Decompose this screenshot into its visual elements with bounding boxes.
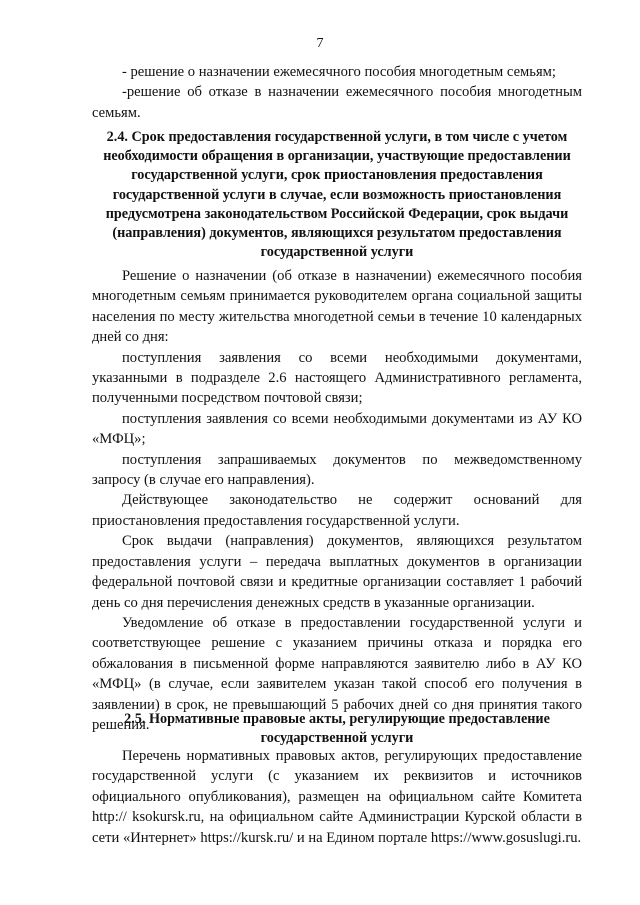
section-2-5-heading-text: 2.5. Нормативные правовые акты, регулирующие предоставление государственной услуги [124,711,550,747]
section-2-4-paragraph-4: поступления запрашиваемых документов по межведомственному запросу (в случае его направления). [92,451,582,489]
section-2-4-paragraph-7: Уведомление об отказе в предоставлении государственной услуги и соответствующее решение с указанием причины отказа и порядка его обжалования в письменной форме направляются заявителю либо в АУ КО «МФЦ» (в случае, если заявителем указан такой способ его получения в заявлении) в срок, не превышающий 5 рабочих дней со дня принятия такого решения. [92,614,582,733]
section-2-4-paragraph-2: поступления заявления со всеми необходимыми документами, указанными в подразделе 2.6 настоящего Административного регламента, полученными посредством почтовой связи; [92,349,582,407]
section-2-4-heading [92,128,582,262]
page-number: 7 [316,36,324,51]
section-2-4-paragraph-5: Действующее законодательство не содержит оснований для приостановления предоставления государственной услуги. [92,492,582,529]
intro-line-2: -решение об отказе в назначении ежемесячного пособия многодетным семьям. [92,84,582,121]
section-2-5-paragraph: Перечень нормативных правовых актов, регулирующих предоставление государственной услуги (с указанием их реквизитов и источников официального опубликования), размещен на официальном сайте Комитета http:// ksokursk.ru, на официальном сайте Администрации Курской области в сети «Интернет» https://kursk.ru/ и на Едином портале https://www.gosuslugi.ru. [92,748,582,846]
section-2-5-body [92,746,582,848]
section-2-4-paragraph-6: Срок выдачи (направления) документов, являющихся результатом предоставления услуги – передача выплатных документов в организации федеральной почтовой связи и кредитные организации составляет 1 рабочий день со дня перечисления денежных средств в указанные организации. [92,533,582,611]
section-2-4-paragraph-1: Решение о назначении (об отказе в назначении) ежемесячного пособия многодетным семьям принимается руководителем органа социальной защиты населения по месту жительства многодетной семьи в течение 10 календарных дней со дня: [92,268,582,346]
intro-block [92,62,582,123]
section-2-4-body [92,266,582,735]
intro-line-1: - решение о назначении ежемесячного пособия многодетным семьям; [122,64,556,80]
section-2-5-heading [92,710,582,748]
section-2-4-heading-text: 2.4. Срок предоставления государственной услуги, в том числе с учетом необходимости обращения в организации, участвующие предоставлении государственной услуги, срок приостановления предоставления государственной услуги в случае, если возможность приостановления предусмотрена законодательством Российской Федерации, срок выдачи (направления) документов, являющихся результатом предоставления государственной услуги [103,129,571,261]
section-2-4-paragraph-3: поступления заявления со всеми необходимыми документами из АУ КО «МФЦ»; [92,410,582,448]
